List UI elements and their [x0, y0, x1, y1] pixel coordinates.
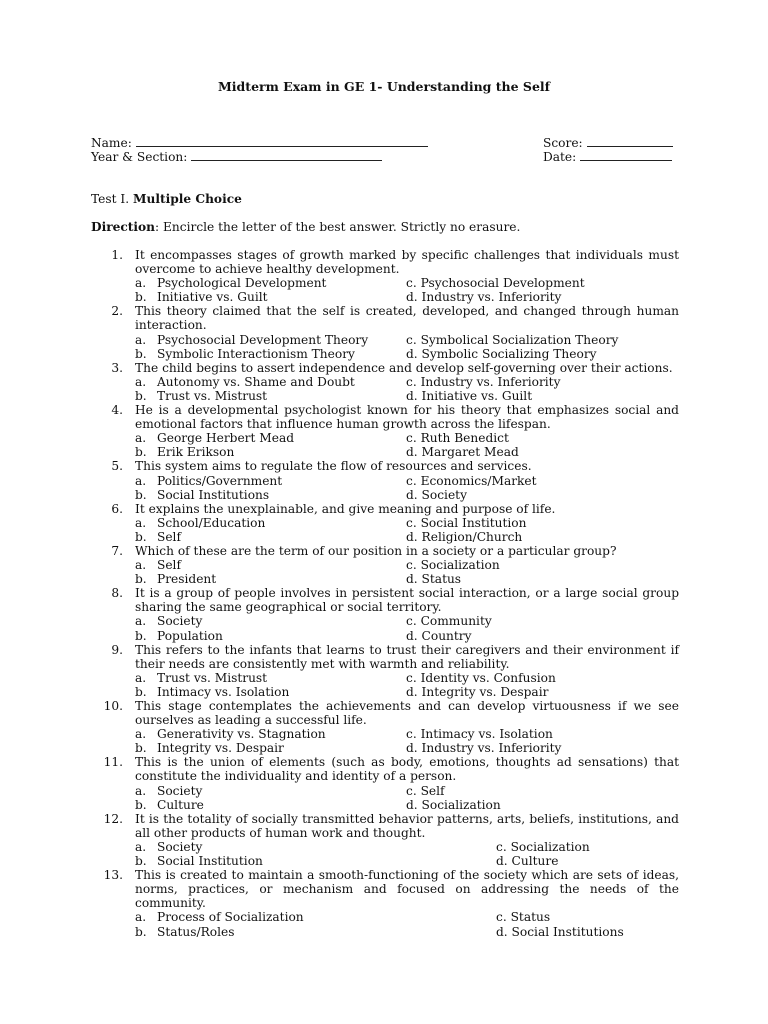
option-c[interactable]: c. Psychosocial Development: [406, 276, 585, 291]
question-text: This is the union of elements (such as body, emotions, thoughts ad sensations) that constitute the individuality and identity of a person.: [135, 755, 679, 784]
option-d[interactable]: d. Integrity vs. Despair: [406, 684, 549, 699]
option-b[interactable]: b. Integrity vs. Despair: [135, 741, 284, 756]
test-heading: [91, 192, 242, 206]
question-text: The child begins to assert independence and develop self-governing over their actions.: [135, 360, 673, 375]
option-c[interactable]: c. Intimacy vs. Isolation: [406, 727, 553, 742]
option-a[interactable]: a. Psychosocial Development Theory: [135, 332, 369, 347]
option-d[interactable]: d. Margaret Mead: [406, 445, 519, 460]
option-c[interactable]: c. Socialization: [406, 558, 500, 573]
option-b[interactable]: b. Social Institution: [135, 854, 263, 869]
option-row: [135, 572, 679, 586]
option-row: [135, 925, 679, 939]
direction: [91, 220, 520, 234]
question-number: 1.: [111, 248, 123, 262]
question-number: 4.: [111, 403, 123, 418]
direction-text: : Encircle the letter of the best answer. Strictly no erasure.: [155, 220, 521, 234]
question-number: 7.: [111, 543, 123, 558]
option-d[interactable]: d. Status: [406, 572, 462, 587]
option-row: [135, 333, 679, 347]
question-number: 2.: [111, 304, 123, 319]
option-row: [135, 558, 679, 572]
option-row: [135, 530, 679, 544]
direction-label: Direction: [91, 220, 156, 234]
option-row: [135, 629, 679, 643]
question-item: [91, 643, 679, 699]
option-a[interactable]: a. Process of Socialization: [135, 910, 304, 925]
option-c[interactable]: c. Identity vs. Confusion: [406, 670, 556, 685]
option-d[interactable]: d. Socialization: [406, 797, 501, 812]
option-a[interactable]: a. Psychological Development: [135, 276, 327, 291]
question-item: [91, 502, 679, 544]
question-text: Which of these are the term of our position in a society or a particular group?: [135, 543, 617, 558]
question-item: [91, 812, 679, 868]
option-row: [135, 347, 679, 361]
question-text: It encompasses stages of growth marked by specific challenges that individuals must overcome to achieve healthy development.: [135, 248, 679, 277]
name-row: [91, 135, 671, 149]
option-row: [135, 840, 679, 854]
question-item: [91, 403, 679, 459]
option-row: [135, 798, 679, 812]
option-b[interactable]: b. Culture: [135, 797, 204, 812]
option-b[interactable]: b. Trust vs. Mistrust: [135, 388, 268, 403]
option-row: [135, 516, 679, 530]
option-d[interactable]: d. Culture: [496, 854, 559, 869]
option-c[interactable]: c. Community: [406, 614, 492, 629]
question-text: It is the totality of socially transmitted behavior patterns, arts, beliefs, institutions, and all other products of human work and thought.: [135, 811, 679, 840]
option-d[interactable]: d. Society: [406, 487, 467, 502]
option-row: [135, 276, 679, 290]
question-item: [91, 586, 679, 642]
test-name: Multiple Choice: [132, 192, 242, 206]
question-number: 11.: [103, 755, 123, 770]
option-a[interactable]: a. Politics/Government: [135, 473, 283, 488]
question-item: [91, 304, 679, 360]
option-row: [135, 784, 679, 798]
option-row: [135, 685, 679, 699]
question-number: 8.: [111, 586, 123, 601]
question-text: This refers to the infants that learns to trust their caregivers and their environment if their needs are consistently met with warmth and reliability.: [135, 642, 679, 671]
option-row: [135, 741, 679, 755]
score-field: [543, 135, 673, 150]
question-text: He is a developmental psychologist known for his theory that emphasizes social and emotional factors that influence human growth across the lifespan.: [135, 403, 679, 432]
question-number: 3.: [111, 360, 123, 375]
score-blank[interactable]: [587, 135, 673, 147]
option-d[interactable]: d. Industry vs. Inferiority: [406, 741, 562, 756]
question-list: [91, 248, 679, 939]
option-d[interactable]: d. Social Institutions: [496, 924, 624, 939]
option-b[interactable]: b. Erik Erikson: [135, 445, 235, 460]
option-row: [135, 445, 679, 459]
option-b[interactable]: b. Self: [135, 529, 181, 544]
question-number: 10.: [103, 699, 123, 713]
page-title: Midterm Exam in GE 1- Understanding the Self: [217, 79, 551, 94]
year-section-label: Year & Section:: [91, 150, 188, 164]
question-item: [91, 248, 679, 304]
option-b[interactable]: b. Social Institutions: [135, 487, 270, 502]
option-c[interactable]: c. Social Institution: [406, 515, 527, 530]
option-a[interactable]: a. Generativity vs. Stagnation: [135, 727, 326, 742]
date-blank[interactable]: [580, 149, 672, 161]
option-c[interactable]: c. Ruth Benedict: [406, 431, 509, 446]
name-blank[interactable]: [136, 135, 428, 147]
option-row: [135, 671, 679, 685]
option-a[interactable]: a. Autonomy vs. Shame and Doubt: [135, 374, 355, 389]
year-section-blank[interactable]: [191, 149, 382, 161]
question-item: [91, 699, 679, 755]
question-number: 12.: [103, 811, 123, 826]
question-number: 9.: [111, 642, 123, 657]
option-a[interactable]: a. Society: [135, 614, 203, 629]
date-label: Date:: [543, 150, 577, 164]
question-item: [91, 755, 679, 811]
option-row: [135, 614, 679, 628]
option-row: [135, 389, 679, 403]
question-item: [91, 361, 679, 403]
question-number: 5.: [111, 459, 123, 474]
option-b[interactable]: b. Population: [135, 628, 223, 643]
score-label: Score:: [543, 136, 583, 150]
option-c[interactable]: c. Symbolical Socialization Theory: [406, 332, 619, 347]
option-d[interactable]: d. Symbolic Socializing Theory: [406, 346, 597, 361]
option-row: [135, 854, 679, 868]
question-text: It is a group of people involves in persistent social interaction, or a large social group sharing the same geographical or social territory.: [135, 586, 679, 615]
question-text: This theory claimed that the self is created, developed, and changed through human interaction.: [135, 304, 679, 333]
option-c[interactable]: c. Socialization: [496, 839, 590, 854]
option-a[interactable]: a. Society: [135, 783, 203, 798]
question-item: [91, 868, 679, 938]
option-row: [135, 910, 679, 924]
question-number: 6.: [111, 501, 123, 516]
option-d[interactable]: d. Initiative vs. Guilt: [406, 388, 533, 403]
question-text: It explains the unexplainable, and give meaning and purpose of life.: [135, 501, 556, 516]
question-text: This system aims to regulate the flow of resources and services.: [135, 459, 532, 474]
option-row: [135, 727, 679, 741]
option-c[interactable]: c. Self: [406, 783, 445, 798]
name-label: Name:: [91, 136, 132, 150]
date-field: [543, 149, 672, 164]
question-item: [91, 459, 679, 501]
question-number: 13.: [103, 868, 123, 883]
question-item: [91, 544, 679, 586]
option-b[interactable]: b. Intimacy vs. Isolation: [135, 684, 290, 699]
option-b[interactable]: b. Initiative vs. Guilt: [135, 290, 268, 305]
option-c[interactable]: c. Industry vs. Inferiority: [406, 374, 561, 389]
option-row: [135, 474, 679, 488]
option-row: [135, 290, 679, 304]
option-row: [135, 375, 679, 389]
question-text: This is created to maintain a smooth-functioning of the society which are sets of ideas, norms, practices, or mechanism and focused on addressing the needs of the community.: [135, 868, 679, 911]
option-a[interactable]: a. George Herbert Mead: [135, 431, 295, 446]
option-a[interactable]: a. School/Education: [135, 515, 266, 530]
option-a[interactable]: a. Trust vs. Mistrust: [135, 670, 268, 685]
test-prefix: Test I.: [91, 192, 130, 206]
option-d[interactable]: d. Country: [406, 628, 472, 643]
year-section-row: [91, 149, 671, 163]
option-row: [135, 488, 679, 502]
option-a[interactable]: a. Society: [135, 839, 203, 854]
option-d[interactable]: d. Industry vs. Inferiority: [406, 290, 562, 305]
option-b[interactable]: b. Status/Roles: [135, 924, 235, 939]
option-row: [135, 431, 679, 445]
option-a[interactable]: a. Self: [135, 558, 181, 573]
option-b[interactable]: b. Symbolic Interactionism Theory: [135, 346, 355, 361]
student-info-fields: [91, 135, 671, 163]
option-c[interactable]: c. Economics/Market: [406, 473, 537, 488]
option-c[interactable]: c. Status: [496, 910, 551, 925]
option-d[interactable]: d. Religion/Church: [406, 529, 523, 544]
question-text: This stage contemplates the achievements and can develop virtuousness if we see ourselves as leading a successful life.: [135, 699, 679, 728]
option-b[interactable]: b. President: [135, 572, 217, 587]
